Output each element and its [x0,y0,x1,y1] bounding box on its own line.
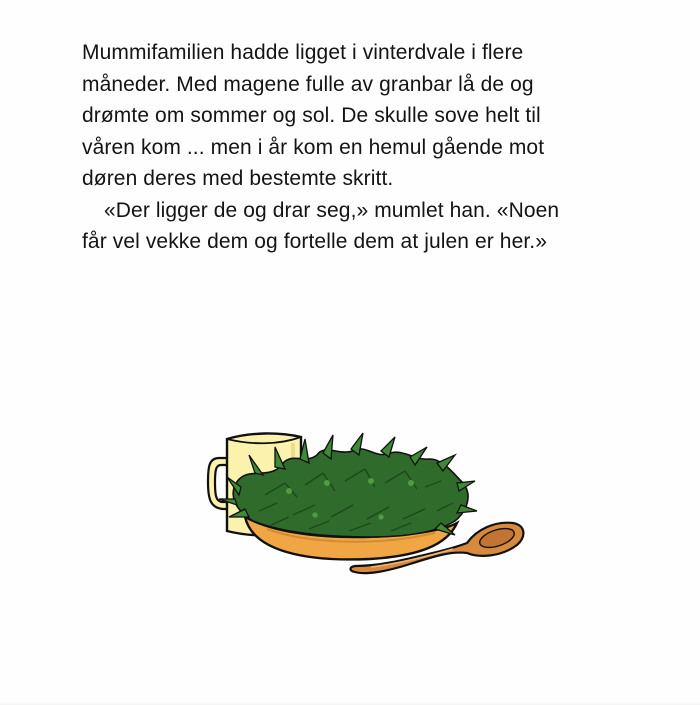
story-line: får vel vekke dem og fortelle dem at julen er her.» [82,230,548,253]
story-line: måneder. Med magene fulle av granbar lå de og [82,72,534,96]
story-line: Mummifamilien hadde ligget i vinterdvale i flere [82,41,524,64]
story-line: «Der ligger de og drar seg,» mumlet han. «Noen [104,198,560,222]
still-life-illustration [205,425,535,585]
story-line: døren deres med bestemte skritt. [82,167,394,190]
story-line: drømte om sommer og sol. De skulle sove helt til [82,104,541,127]
story-text [82,37,682,258]
story-line: våren kom ... men i år kom en hemul gående mot [82,135,545,159]
